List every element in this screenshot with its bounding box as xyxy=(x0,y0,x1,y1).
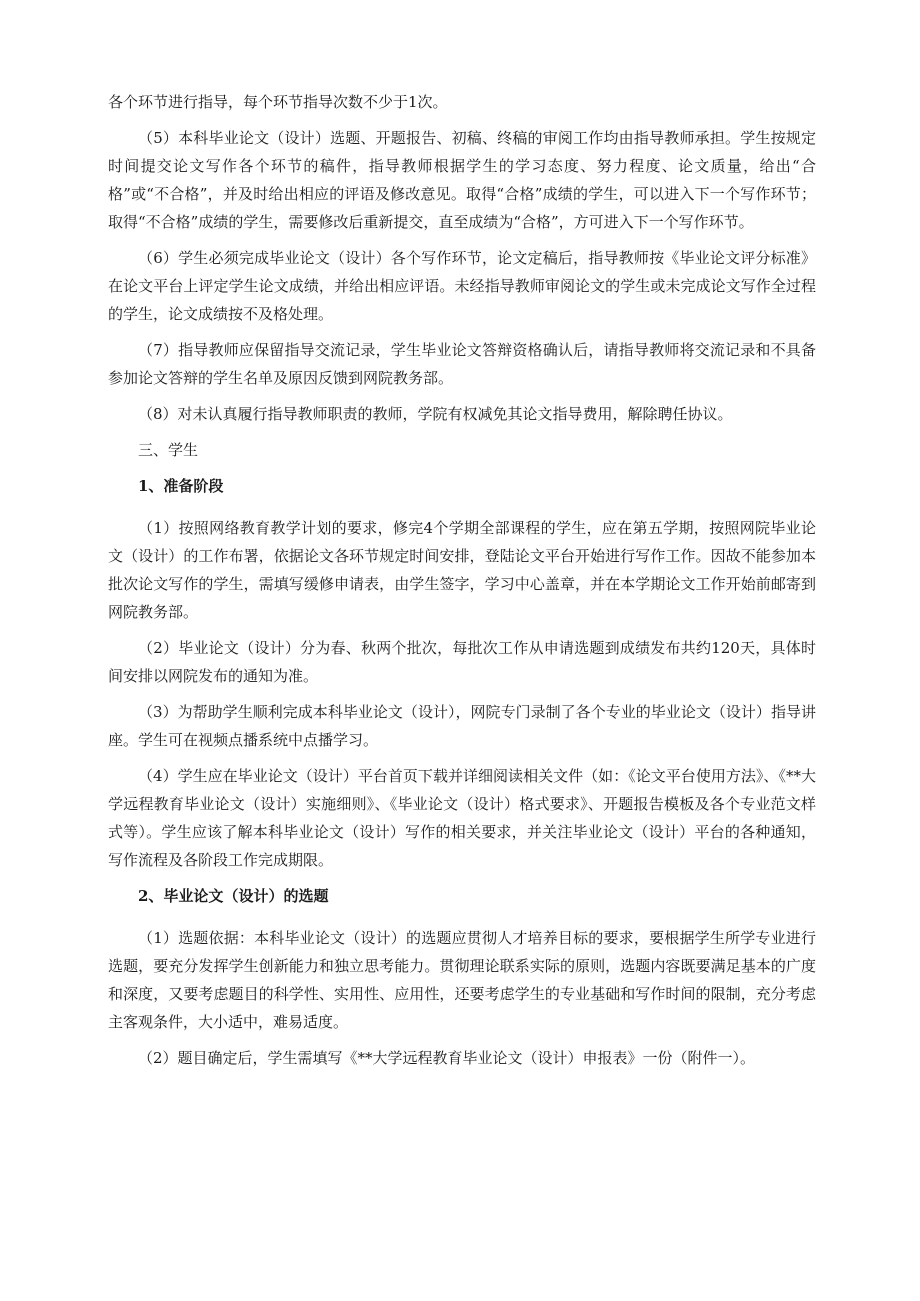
heading-topic-selection: 2、毕业论文（设计）的选题 xyxy=(138,887,329,905)
section-heading-students: 三、学生 xyxy=(138,441,199,459)
topic-item-1: （1）选题依据：本科毕业论文（设计）的选题应贯彻人才培养目标的要求，要根据学生所学专业进行选题，要充分发挥学生创新能力和独立思考能力。贯彻理论联系实际的原则，选题内容既要满足基本的广度和深度，又要考虑题目的科学性、实用性、应用性，还要考虑学生的专业基础和写作时间的限制，充分考虑主客观条件，大小适中，难易适度。 xyxy=(108,929,816,1031)
heading-preparation-stage: 1、准备阶段 xyxy=(138,477,224,495)
paragraph-item-8: （8）对未认真履行指导教师职责的教师，学院有权减免其论文指导费用，解除聘任协议。 xyxy=(138,405,733,423)
prep-item-1: （1）按照网络教育教学计划的要求，修完4个学期全部课程的学生，应在第五学期，按照网院毕业论文（设计）的工作布署，依据论文各环节规定时间安排，登陆论文平台开始进行写作工作。因故不能参加本批次论文写作的学生，需填写缓修申请表，由学生签字，学习中心盖章，并在本学期论文工作开始前邮寄到网院教务部。 xyxy=(108,519,816,621)
prep-item-4: （4）学生应在毕业论文（设计）平台首页下载并详细阅读相关文件（如：《论文平台使用方法》、《**大学远程教育毕业论文（设计）实施细则》、《毕业论文（设计）格式要求》、开题报告模板及各个专业范文样式等）。学生应该了解本科毕业论文（设计）写作的相关要求，并关注毕业论文（设计）平台的各种通知，写作流程及各阶段工作完成期限。 xyxy=(108,767,816,869)
topic-item-2: （2）题目确定后，学生需填写《**大学远程教育毕业论文（设计）申报表》一份（附件一）。 xyxy=(138,1049,756,1067)
document-page xyxy=(108,88,816,1080)
prep-item-3: （3）为帮助学生顺利完成本科毕业论文（设计），网院专门录制了各个专业的毕业论文（设计）指导讲座。学生可在视频点播系统中点播学习。 xyxy=(108,703,816,749)
paragraph-item-6: （6）学生必须完成毕业论文（设计）各个写作环节，论文定稿后，指导教师按《毕业论文评分标准》在论文平台上评定学生论文成绩，并给出相应评语。未经指导教师审阅论文的学生或未完成论文写作全过程的学生，论文成绩按不及格处理。 xyxy=(108,249,816,323)
paragraph-item-7: （7）指导教师应保留指导交流记录，学生毕业论文答辩资格确认后，请指导教师将交流记录和不具备参加论文答辩的学生名单及原因反馈到网院教务部。 xyxy=(108,341,816,387)
paragraph-item-5: （5）本科毕业论文（设计）选题、开题报告、初稿、终稿的审阅工作均由指导教师承担。学生按规定时间提交论文写作各个环节的稿件，指导教师根据学生的学习态度、努力程度、论文质量，给出“合格”或“不合格”，并及时给出相应的评语及修改意见。取得“合格”成绩的学生，可以进入下一个写作环节；取得“不合格”成绩的学生，需要修改后重新提交，直至成绩为“合格”，方可进入下一个写作环节。 xyxy=(108,129,816,231)
prep-item-2: （2）毕业论文（设计）分为春、秋两个批次，每批次工作从申请选题到成绩发布共约120天，具体时间安排以网院发布的通知为准。 xyxy=(108,639,816,685)
paragraph-continuation: 各个环节进行指导，每个环节指导次数不少于1次。 xyxy=(108,93,448,111)
